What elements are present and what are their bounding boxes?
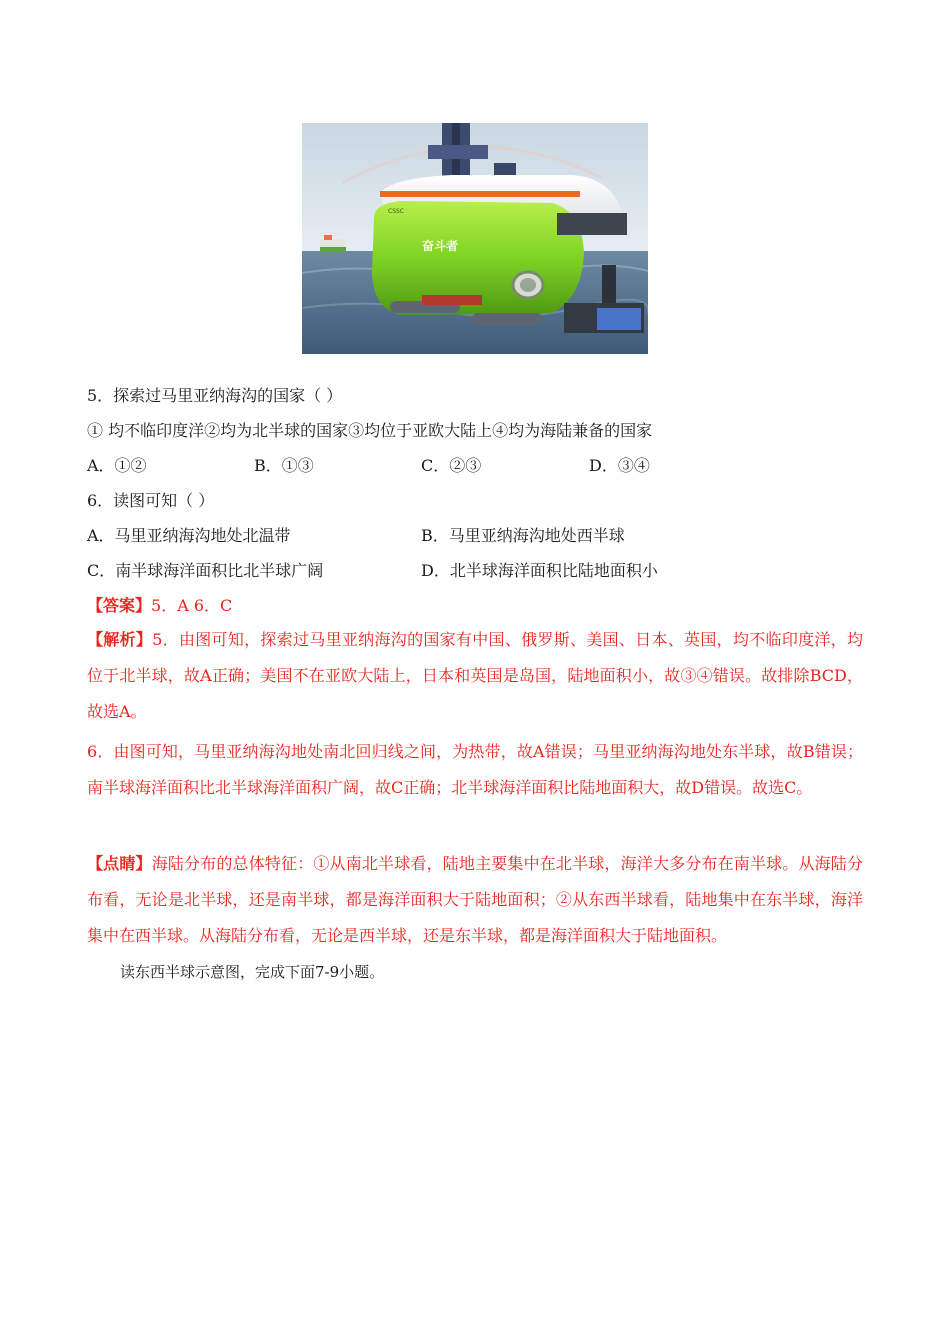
q6-option-a: A．马里亚纳海沟地处北温带: [87, 526, 291, 545]
q6-option-d: D．北半球海洋面积比陆地面积小: [421, 561, 658, 580]
answer-tag: 【答案】: [87, 596, 152, 615]
analysis-q6-text: 6．由图可知，马里亚纳海沟地处南北回归线之间，为热带，故A错误；马里亚纳海沟地处东半球，故B错误；南半球海洋面积比北半球海洋面积广阔，故C正确；北半球海洋面积比陆地面积大，故D错误。故选C。: [87, 742, 863, 797]
comment-tag: 【点睛】: [87, 854, 152, 873]
q6-option-c: C．南半球海洋面积比北半球广阔: [87, 561, 324, 580]
q5-statement: ① 均不临印度洋②均为北半球的国家③均位于亚欧大陆上④均为海陆兼备的国家: [87, 421, 653, 440]
submersible-illustration: [302, 123, 648, 354]
analysis-q5: [87, 622, 863, 730]
q5-stem: 5．探索过马里亚纳海沟的国家（ ）: [87, 386, 343, 405]
vessel-name-text: 奋斗者: [422, 239, 459, 253]
comment-text: 海陆分布的总体特征：①从南北半球看，陆地主要集中在北半球，海洋大多分布在南半球。从海陆分布看，无论是北半球，还是南半球，都是海洋面积大于陆地面积；②从东西半球看，陆地集中在东半球，海洋集中在西半球。从海陆分布看，无论是西半球，还是东半球，都是海洋面积大于陆地面积。: [87, 854, 863, 945]
q5-option-d: D．③④: [589, 456, 650, 475]
answer-line: [87, 596, 232, 616]
q5-option-a: A．①②: [87, 456, 147, 475]
q5-option-c: C．②③: [421, 456, 482, 475]
comment-block: [87, 846, 863, 954]
analysis-tag: 【解析】: [87, 630, 153, 649]
q6-option-b: B．马里亚纳海沟地处西半球: [421, 526, 625, 545]
answer-text: 5．A 6．C: [151, 596, 233, 615]
q5-option-b: B．①③: [254, 456, 314, 475]
next-section-intro: 读东西半球示意图，完成下面7-9小题。: [120, 963, 385, 981]
q6-stem: 6．读图可知（ ）: [87, 491, 215, 510]
logo-text: CSSC: [388, 208, 404, 215]
analysis-q6: [87, 734, 863, 806]
submersible-photo: [302, 123, 648, 354]
analysis-q5-text: 5．由图可知，探索过马里亚纳海沟的国家有中国、俄罗斯、美国、日本、英国，均不临印度洋，均位于北半球，故A正确；美国不在亚欧大陆上，日本和英国是岛国，陆地面积小，故③④错误。故排除BCD，故选A。: [87, 630, 863, 721]
